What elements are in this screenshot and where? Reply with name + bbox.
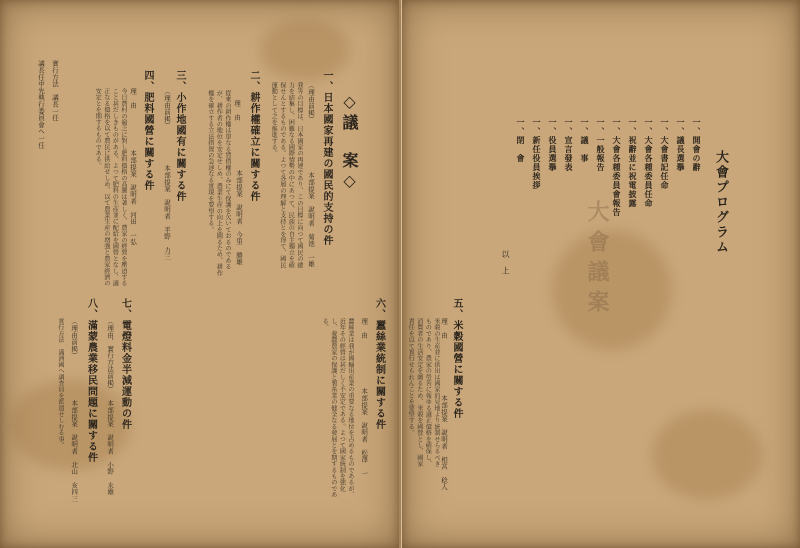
program-item: 一、祝辭並に祝電披露: [628, 118, 638, 208]
program-end: 以 上: [501, 250, 510, 275]
bleed-through-mark: 大會議案: [584, 200, 610, 320]
resolution-body: 今日農村の窮乏に對し肥料價格の高騰は著しく、農家の經營を壓迫すること甚だしきものがある。よつて肥料の生産並に配給を國營となし、適正なる價格を以て農民に供給せしめ、以て農業生産の増強と農家經濟の安定とを期するものである。: [94, 88, 127, 287]
program-item: 一、一般報告: [596, 118, 606, 172]
reason-label: （理由、實行方法前掲）: [106, 318, 115, 393]
program-item: 一、新任役員挨拶: [532, 118, 542, 190]
resolution-heading: 八、滿蒙農業移民問題に關する件: [85, 298, 97, 463]
program-item: 一、議 事: [580, 118, 590, 163]
resolution-heading: 六、蠶絲業統制に關する件: [373, 298, 385, 430]
resolution-body: 米穀の生産並に供出は國家的見地より統制せらるべきものであり、農家の勞苦に報ゆる適正價格を確保し、消費者の生活安定を圖るため、米穀を國營とし、國家責任を以て實行せられんことを要望する。: [407, 318, 440, 467]
program-item: 一、開會の辭: [692, 118, 702, 172]
resolution-attribution: 本部提案 說明者 平野 力三: [163, 165, 171, 261]
resolution-body: 我等の目標は、日本國家の再建であり、この目標に向つて國民の總力を結集し、困難なる國際情勢の中にあつて、民族の自主獨立を確保せんとするものである。よつて各層の理解と支持とを得て、國民運動として之を推進する。: [270, 82, 303, 268]
program-item: 一、大會書記任命: [660, 118, 670, 190]
footer-note: 實行方法 議長一任: [51, 60, 59, 122]
program-item: 一、大會各種委員任命: [644, 118, 654, 208]
resolution-attribution: 本部提案 說明者 今里 勝雄: [235, 170, 243, 266]
resolution-body: 實行方法 滿洲國へ調査員を派遣せしむる事。: [57, 318, 64, 449]
right-page: [402, 0, 800, 548]
resolution-heading: 七、電燈料金半減運動の件: [119, 298, 131, 430]
reason-label: 理 由: [129, 88, 137, 109]
resolution-heading: 四、肥料國營に關する件: [142, 70, 153, 191]
reason-label: （理由前掲）: [70, 318, 79, 359]
resolution-heading: 五、米穀國營に關する件: [451, 298, 462, 419]
program-item: 一、役員選擧: [548, 118, 558, 172]
resolution-attribution: 本部提案 說明者 河田 一弘: [129, 150, 137, 246]
resolution-body: 蠶絲業は我が國輸出産業の重要なる地位を占めるものであるが、近年その經營は甚だしく不安定である。よつて國家統制を強化し、養蠶農家の保護と製糸業の健全なる發展とを期するものである。: [321, 318, 354, 498]
resolutions-title: ◇議 案◇: [340, 92, 359, 193]
paper-stain: [260, 20, 350, 80]
resolution-attribution: 本部提案 說明者 小野 永雄: [106, 400, 115, 496]
footer-note: 議長任中先執行委員會へ一任: [37, 60, 45, 149]
resolution-attribution: 本部提案 說明者 相宮 稔人: [440, 395, 448, 491]
program-title: 大會プログラム: [713, 150, 728, 255]
program-item: 一、大會各種委員會報告: [612, 118, 622, 217]
program-item: 一、宣言發表: [564, 118, 574, 172]
resolution-attribution: 本部提案 說明者 松澤 一: [360, 388, 369, 477]
program-item: 一、閉 會: [516, 118, 526, 163]
resolution-attribution: 本部提案 說明者 北山 亥四三: [70, 400, 79, 502]
paper-stain: [552, 230, 672, 350]
resolution-heading: 一、日本國家再建の國民的支持の件: [321, 70, 332, 246]
program-item: 一、議長選擧: [676, 118, 686, 172]
reason-label: （理由前掲）: [307, 82, 315, 123]
reason-label: （理由前掲）: [163, 88, 171, 129]
resolution-body: 從來の耕作權は單なる賃借權のみにて保護を欠いておるのであるが、耕作者の地位を安定せしめ、農業生産の向上を圖るため、耕作權を確立する立法措置の急速なる實現を要望する。: [206, 90, 231, 276]
resolution-heading: 三、小作地國有に關する件: [174, 70, 185, 202]
reason-label: 理 由: [360, 318, 369, 339]
reason-label: 理 由: [440, 318, 448, 339]
resolution-attribution: 本部提案 說明者 菊池 一雄: [307, 172, 315, 268]
reason-label: 理 由: [233, 100, 241, 121]
resolution-heading: 二、耕作權確立に關する件: [248, 70, 259, 202]
paper-stain: [652, 410, 762, 500]
